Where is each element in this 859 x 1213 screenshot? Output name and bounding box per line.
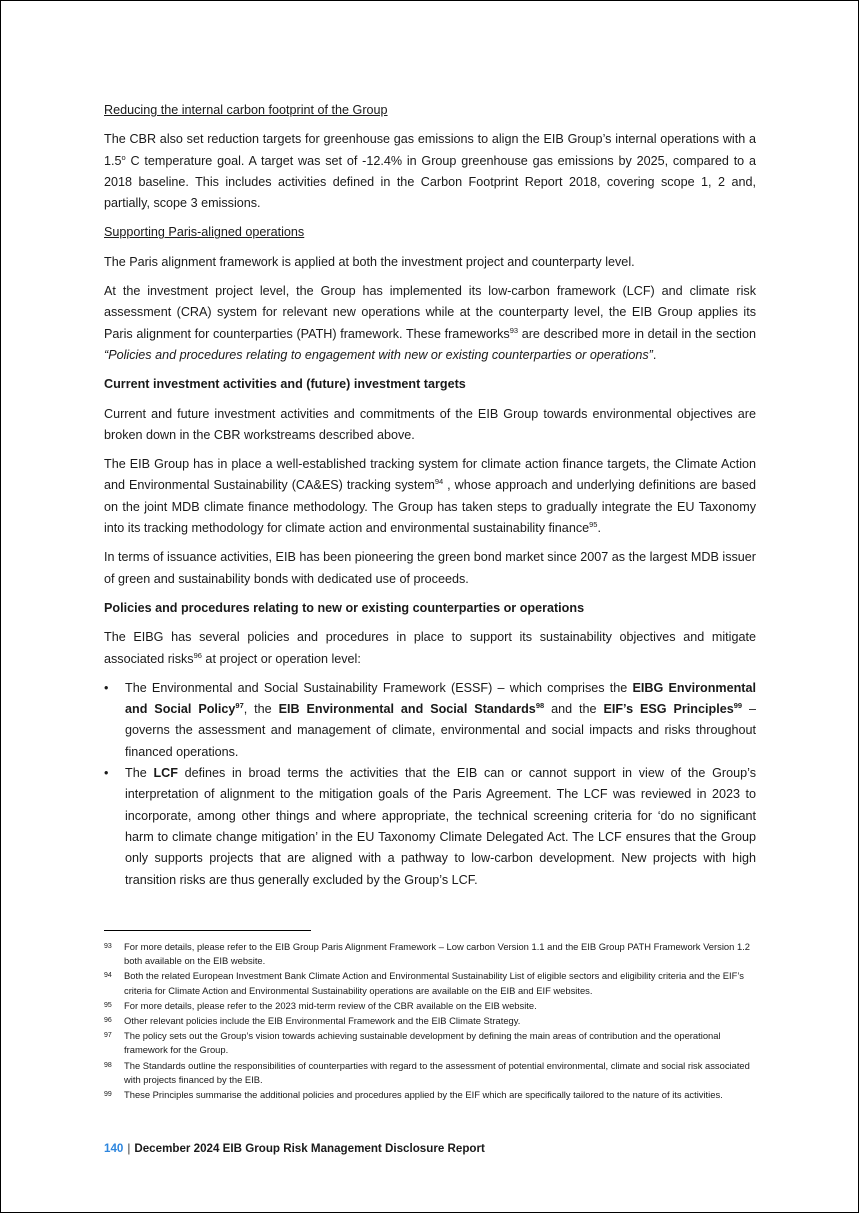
report-title: December 2024 EIB Group Risk Management Disclosure Report [134,1142,485,1155]
text-run: At the investment project level, the Group has implemented its low-carbon framework (LCF) and climate risk assessment (CRA) system for relevant new operations while at the counterparty level, the EIB Group applies its Paris alignment for counterparties (PATH) framework. These frameworks [104,284,756,341]
paragraph-investment-commitments: Current and future investment activities and commitments of the EIB Group towards environmental objectives are broken down in the CBR workstreams described above. [104,406,756,442]
footnote-number: 98 [104,1061,112,1069]
paragraph-paris-framework: The Paris alignment framework is applied at both the investment project and counterparty level. [104,254,635,269]
text-run: The EIBG has several policies and procedures in place to support its sustainability objectives and mitigate associated risks [104,630,756,666]
text-run: The EIB Group has in place a well-established tracking system for climate action finance targets, the Climate Action and Environmental Sustainability (CA&ES) tracking system [104,457,756,493]
footnote-96 [104,1014,756,1028]
footnote-ref-93[interactable]: 93 [509,325,519,335]
bold-eibg-policy: EIBG Environmental and Social Policy [125,680,757,717]
bold-lcf: LCF [153,766,178,781]
text-run: The Environmental and Social Sustainability Framework (ESSF) – which comprises the [125,680,633,695]
footnote-98 [104,1059,756,1087]
text-run: , whose approach and underlying definitions are based on the joint MDB climate finance methodology. The Group has taken steps to gradually integrate the EU Taxonomy into its tracking methodology for climate action and environmental sustainability finance [104,478,756,536]
text-run: defines in broad terms the activities that the EIB can or cannot support in view of the Group’s interpretation of alignment to the mitigation goals of the Paris Agreement. The LCF was reviewed in 2023 to incorporate, among other things and where appropriate, the technical screening criteria for ‘do no significant harm to climate change mitigation’ in the EU Taxonomy Climate Delegated Act. The LCF ensures that the Group only supports projects that are aligned with a pathway to low-carbon development. New projects with high transition risks are thus generally excluded by the Group’s LCF. [125,766,756,887]
section-heading-paris-aligned: Supporting Paris-aligned operations [104,225,305,240]
footnote-ref-99[interactable]: 99 [733,700,743,710]
footer-separator: | [127,1142,131,1155]
footnote-number: 93 [104,943,112,950]
paragraph-carbon-targets [104,129,756,214]
footnote-ref-95[interactable]: 95 [589,519,598,529]
footnote-number: 96 [104,1017,112,1025]
text-run: . [652,347,657,362]
main-content [104,100,756,891]
footnote-separator [104,930,311,931]
footnote-text: Both the related European Investment Bank Climate Action and Environmental Sustainability List of eligible sectors and eligibility criteria and the EIF’s criteria for Climate Action and Environmental Sustainability operations are available on the EIB and EIF websites. [124,970,744,996]
paragraph-policies-intro [104,627,756,670]
footnote-95 [104,999,756,1013]
footnote-97 [104,1029,756,1057]
section-heading-policies-procedures: Policies and procedures relating to new or existing counterparties or operations [104,600,585,615]
footnote-94 [104,969,756,997]
paragraph-paris-levels [104,281,756,366]
footnote-text: For more details, please refer to the EIB Group Paris Alignment Framework – Low carbon Version 1.1 and the EIB Group PATH Framework Version 1.2 both available on the EIB website. [124,941,750,967]
footnote-text: Other relevant policies include the EIB Environmental Framework and the EIB Climate Strategy. [124,1015,521,1027]
footnote-ref-98[interactable]: 98 [535,700,545,710]
paragraph-tracking-system [104,454,756,539]
footnote-number: 94 [104,972,112,980]
footnote-text: These Principles summarise the additional policies and procedures applied by the EIF which are specifically tailored to the nature of its activities. [124,1089,723,1101]
page-number: 140 [104,1142,124,1155]
footnote-text: For more details, please refer to the 2023 mid-term review of the CBR available on the EIB website. [124,999,537,1011]
footnote-ref-94[interactable]: 94 [434,477,444,487]
degree-superscript: o [121,152,126,162]
policies-bullet-list [104,678,756,891]
text-run: – governs the assessment and management of climate, environmental and social impacts and risks throughout financed operations. [125,702,756,759]
page-footer [104,1142,485,1155]
text-run: , the [243,702,279,717]
text-run: are described more in detail in the section [518,326,756,341]
bold-eif-esg-principles: EIF’s ESG Principles [603,702,734,717]
text-run: and the [544,702,604,717]
bullet-essf [104,678,756,763]
footnote-ref-96[interactable]: 96 [193,650,202,660]
text-run: at project or operation level: [201,651,361,666]
footnote-number: 95 [104,1001,112,1009]
footnote-99 [104,1088,756,1102]
footnote-ref-97[interactable]: 97 [235,700,244,710]
footnotes [104,940,756,1103]
section-heading-carbon-footprint: Reducing the internal carbon footprint of the Group [104,103,388,117]
footnote-text: The Standards outline the responsibilities of counterparties with regard to the assessment of potential environmental, climate and social risk associated with projects financed by the EIB. [124,1059,750,1085]
section-heading-investment-activities: Current investment activities and (future) investment targets [104,377,466,392]
bullet-lcf [104,763,756,891]
footnote-93 [104,940,756,968]
footnote-text: The policy sets out the Group’s vision towards achieving sustainable development by defining the main areas of contribution and the operational framework for the Group. [124,1030,721,1056]
footnote-number: 97 [104,1032,112,1040]
bold-eib-standards: EIB Environmental and Social Standards [278,702,536,717]
text-run: The CBR also set reduction targets for greenhouse gas emissions to align the EIB Group’s internal operations with a 1.5 [104,132,756,168]
text-run: The [125,766,154,781]
section-reference-italic: “Policies and procedures relating to engagement with new or existing counterparties or operations” [104,347,653,362]
paragraph-green-bonds: In terms of issuance activities, EIB has been pioneering the green bond market since 2007 as the largest MDB issuer of green and sustainability bonds with dedicated use of proceeds. [104,550,756,586]
text-run: . [597,521,601,536]
footnote-number: 99 [104,1091,112,1099]
text-run: C temperature goal. A target was set of -12.4% in Group greenhouse gas emissions by 2025, compared to a 2018 baseline. This includes activities defined in the Carbon Footprint Report 2018, covering scope 1, 2 and, partially, scope 3 emissions. [104,153,756,211]
